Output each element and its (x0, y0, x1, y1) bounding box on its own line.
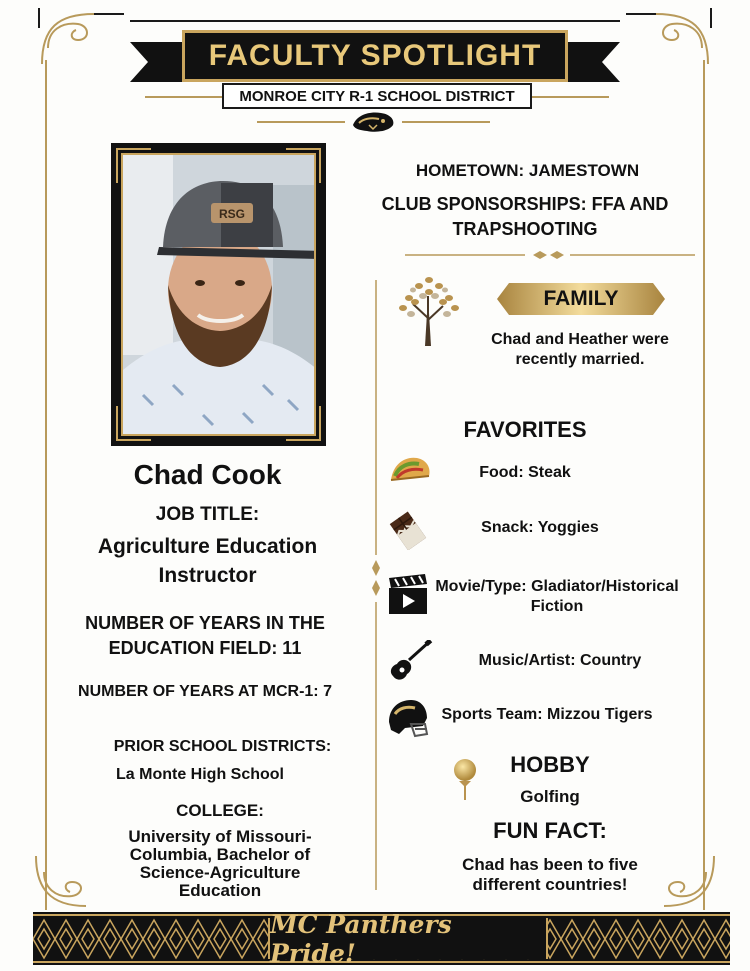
corner-flourish-top-left (38, 8, 128, 68)
hobby-value: Golfing (520, 787, 580, 806)
district-rule-right (532, 96, 609, 98)
fun-fact-value: Chad has been to five different countries! (462, 855, 638, 894)
footer-plate (268, 912, 548, 965)
hometown: HOMETOWN: JAMESTOWN (415, 161, 640, 180)
hobby-heading: HOBBY (510, 752, 590, 777)
favorite-snack: Snack: Yoggies (481, 519, 599, 536)
corner-flourish-top-right (622, 8, 712, 68)
prior-districts-value: La Monte High School (116, 766, 284, 783)
family-text: Chad and Heather were recently married. (491, 331, 669, 368)
mascot-rule-left (257, 121, 345, 123)
college-value: University of Missouri-Columbia, Bachelor of Science-Agriculture Education (128, 827, 312, 900)
taco-icon (387, 450, 433, 492)
football-helmet-icon (385, 698, 431, 740)
teacher-name: Chad Cook (133, 459, 282, 490)
job-title-value: Agriculture Education Instructor (97, 535, 318, 587)
footer-slogan: MC Panthers Pride! (270, 912, 452, 965)
mascot-rule-right (402, 121, 490, 123)
banner-plate (182, 30, 568, 82)
frame-right-rule (703, 60, 705, 910)
page-title: FACULTY SPOTLIGHT (208, 39, 542, 72)
college-label: COLLEGE: (176, 801, 264, 820)
chocolate-bar-icon (386, 508, 432, 550)
section-divider (405, 250, 695, 260)
favorite-sports-team: Sports Team: Mizzou Tigers (441, 706, 653, 723)
cap-logo: RSG (218, 207, 246, 221)
prior-districts-label: PRIOR SCHOOL DISTRICTS: (113, 738, 332, 755)
district-name: MONROE CITY R-1 SCHOOL DISTRICT (222, 83, 532, 109)
frame-top-rule (130, 20, 620, 22)
portrait-frame (111, 143, 326, 446)
job-title-label: JOB TITLE: (155, 504, 260, 525)
favorite-movie: Movie/Type: Gladiator/Historical Fiction (435, 578, 679, 615)
frame-left-rule (45, 60, 47, 910)
years-at-mcr: NUMBER OF YEARS AT MCR-1: 7 (78, 683, 332, 700)
district-rule-left (145, 96, 222, 98)
guitar-icon (387, 640, 433, 682)
footer-banner (33, 912, 730, 965)
fun-fact-heading: FUN FACT: (493, 818, 607, 843)
club-sponsorships: CLUB SPONSORSHIPS: FFA AND TRAPSHOOTING (381, 194, 669, 239)
favorite-music: Music/Artist: Country (478, 652, 642, 669)
clapperboard-icon (387, 574, 433, 616)
years-in-field: NUMBER OF YEARS IN THE EDUCATION FIELD: 11 (85, 613, 325, 658)
family-heading: FAMILY (543, 287, 619, 310)
panther-mascot-logo (349, 109, 397, 135)
favorites-heading: FAVORITES (463, 417, 587, 442)
family-tree-icon (389, 268, 467, 348)
portrait-photo (121, 153, 316, 436)
favorite-food: Food: Steak (479, 464, 571, 481)
golf-ball-tee-icon (450, 758, 480, 802)
column-divider (369, 280, 383, 890)
